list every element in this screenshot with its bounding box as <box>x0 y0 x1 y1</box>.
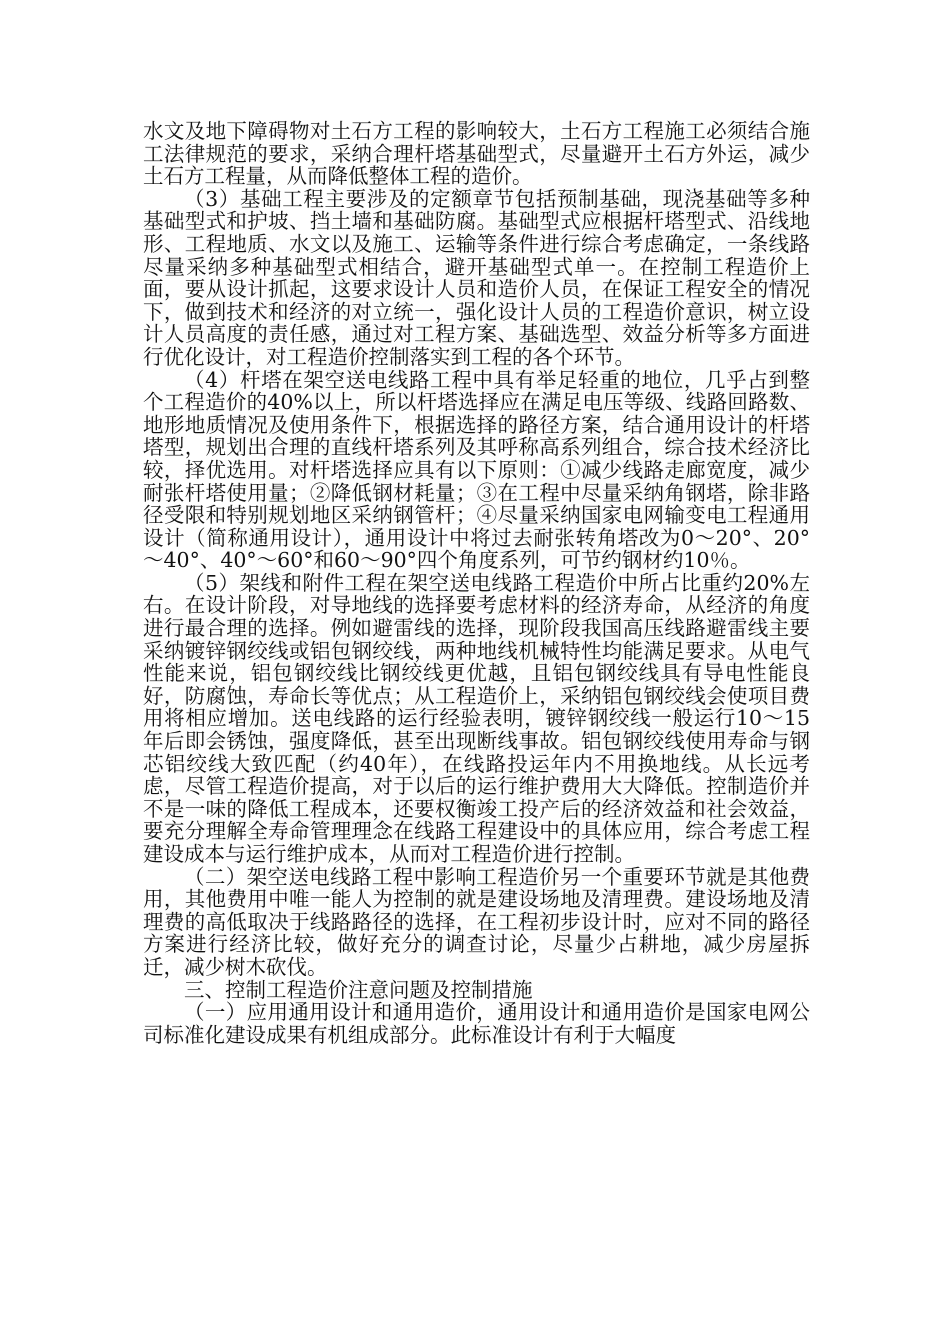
paragraph-general-design: （一）应用通用设计和通用造价，通用设计和通用造价是国家电网公司标准化建设成果有机组成部分。此标准设计有利于大幅度 <box>143 1000 810 1047</box>
section-heading-control-measures: 三、控制工程造价注意问题及控制措施 <box>184 977 533 1002</box>
document-page <box>143 120 810 1046</box>
paragraph-stringing-fittings: （5）架线和附件工程在架空送电线路工程造价中所占比重约20%左右。在设计阶段，对导地线的选择要考虑材料的经济寿命，从经济的角度进行最合理的选择。例如避雷线的选择，现阶段我国高压线路避雷线主要采纳镀锌钢绞线或铝包钢绞线，两种地线机械特性均能满足要求。从电气性能来说，铝包钢绞线比钢绞线更优越，且铝包钢绞线具有导电性能良好，防腐蚀，寿命长等优点；从工程造价上，采纳铝包钢绞线会使项目费用将相应增加。送电线路的运行经验表明，镀锌钢绞线一般运行10～15年后即会锈蚀，强度降低，甚至出现断线事故。铝包钢绞线使用寿命与钢芯铝绞线大致匹配（约40年），在线路投运年内不用换地线。从长远考虑，尽管工程造价提高，对于以后的运行维护费用大大降低。控制造价并不是一味的降低工程成本，还要权衡竣工投产后的经济效益和社会效益，要充分理解全寿命管理理念在线路工程建设中的具体应用，综合考虑工程建设成本与运行维护成本，从而对工程造价进行控制。 <box>143 570 810 866</box>
paragraph-foundation-works: （3）基础工程主要涉及的定额章节包括预制基础，现浇基础等多种基础型式和护坡、挡土墙和基础防腐。基础型式应根据杆塔型式、沿线地形、工程地质、水文以及施工、运输等条件进行综合考虑确定，一条线路尽量采纳多种基础型式相结合，避开基础型式单一。在控制工程造价上面，要从设计抓起，这要求设计人员和造价人员，在保证工程安全的情况下，做到技术和经济的对立统一，强化设计人员的工程造价意识，树立设计人员高度的责任感，通过对工程方案、基础选型、效益分析等多方面进行优化设计，对工程造价控制落实到工程的各个环节。 <box>143 186 810 369</box>
paragraph-tower-selection: （4）杆塔在架空送电线路工程中具有举足轻重的地位，几乎占到整个工程造价的40%以上，所以杆塔选择应在满足电压等级、线路回路数、地形地质情况及使用条件下，根据选择的路径方案，结合通用设计的杆塔塔型，规划出合理的直线杆塔系列及其呼称高系列组合，综合技术经济比较，择优选用。对杆塔选择应具有以下原则：①减少线路走廊宽度，减少耐张杆塔使用量；②降低钢材耗量；③在工程中尽量采纳角钢塔，除非路径受限和特别规划地区采纳钢管杆；④尽量采纳国家电网输变电工程通用设计（简称通用设计），通用设计中将过去耐张转角塔改为0～20°、20°～40°、40°～60°和60～90°四个角度系列，可节约钢材约10％。 <box>143 367 810 573</box>
paragraph-intro-continuation: 水文及地下障碍物对土石方工程的影响较大，土石方工程施工必须结合施工法律规范的要求，采纳合理杆塔基础型式，尽量避开土石方外运，减少土石方工程量，从而降低整体工程的造价。 <box>143 119 810 189</box>
paragraph-other-costs: （二）架空送电线路工程中影响工程造价另一个重要环节就是其他费用，其他费用中唯一能人为控制的就是建设场地及清理费。建设场地及清理费的高低取决于线路路径的选择，在工程初步设计时，应对不同的路径方案进行经济比较，做好充分的调查讨论，尽量少占耕地，减少房屋拆迁，减少树木砍伐。 <box>143 864 810 979</box>
